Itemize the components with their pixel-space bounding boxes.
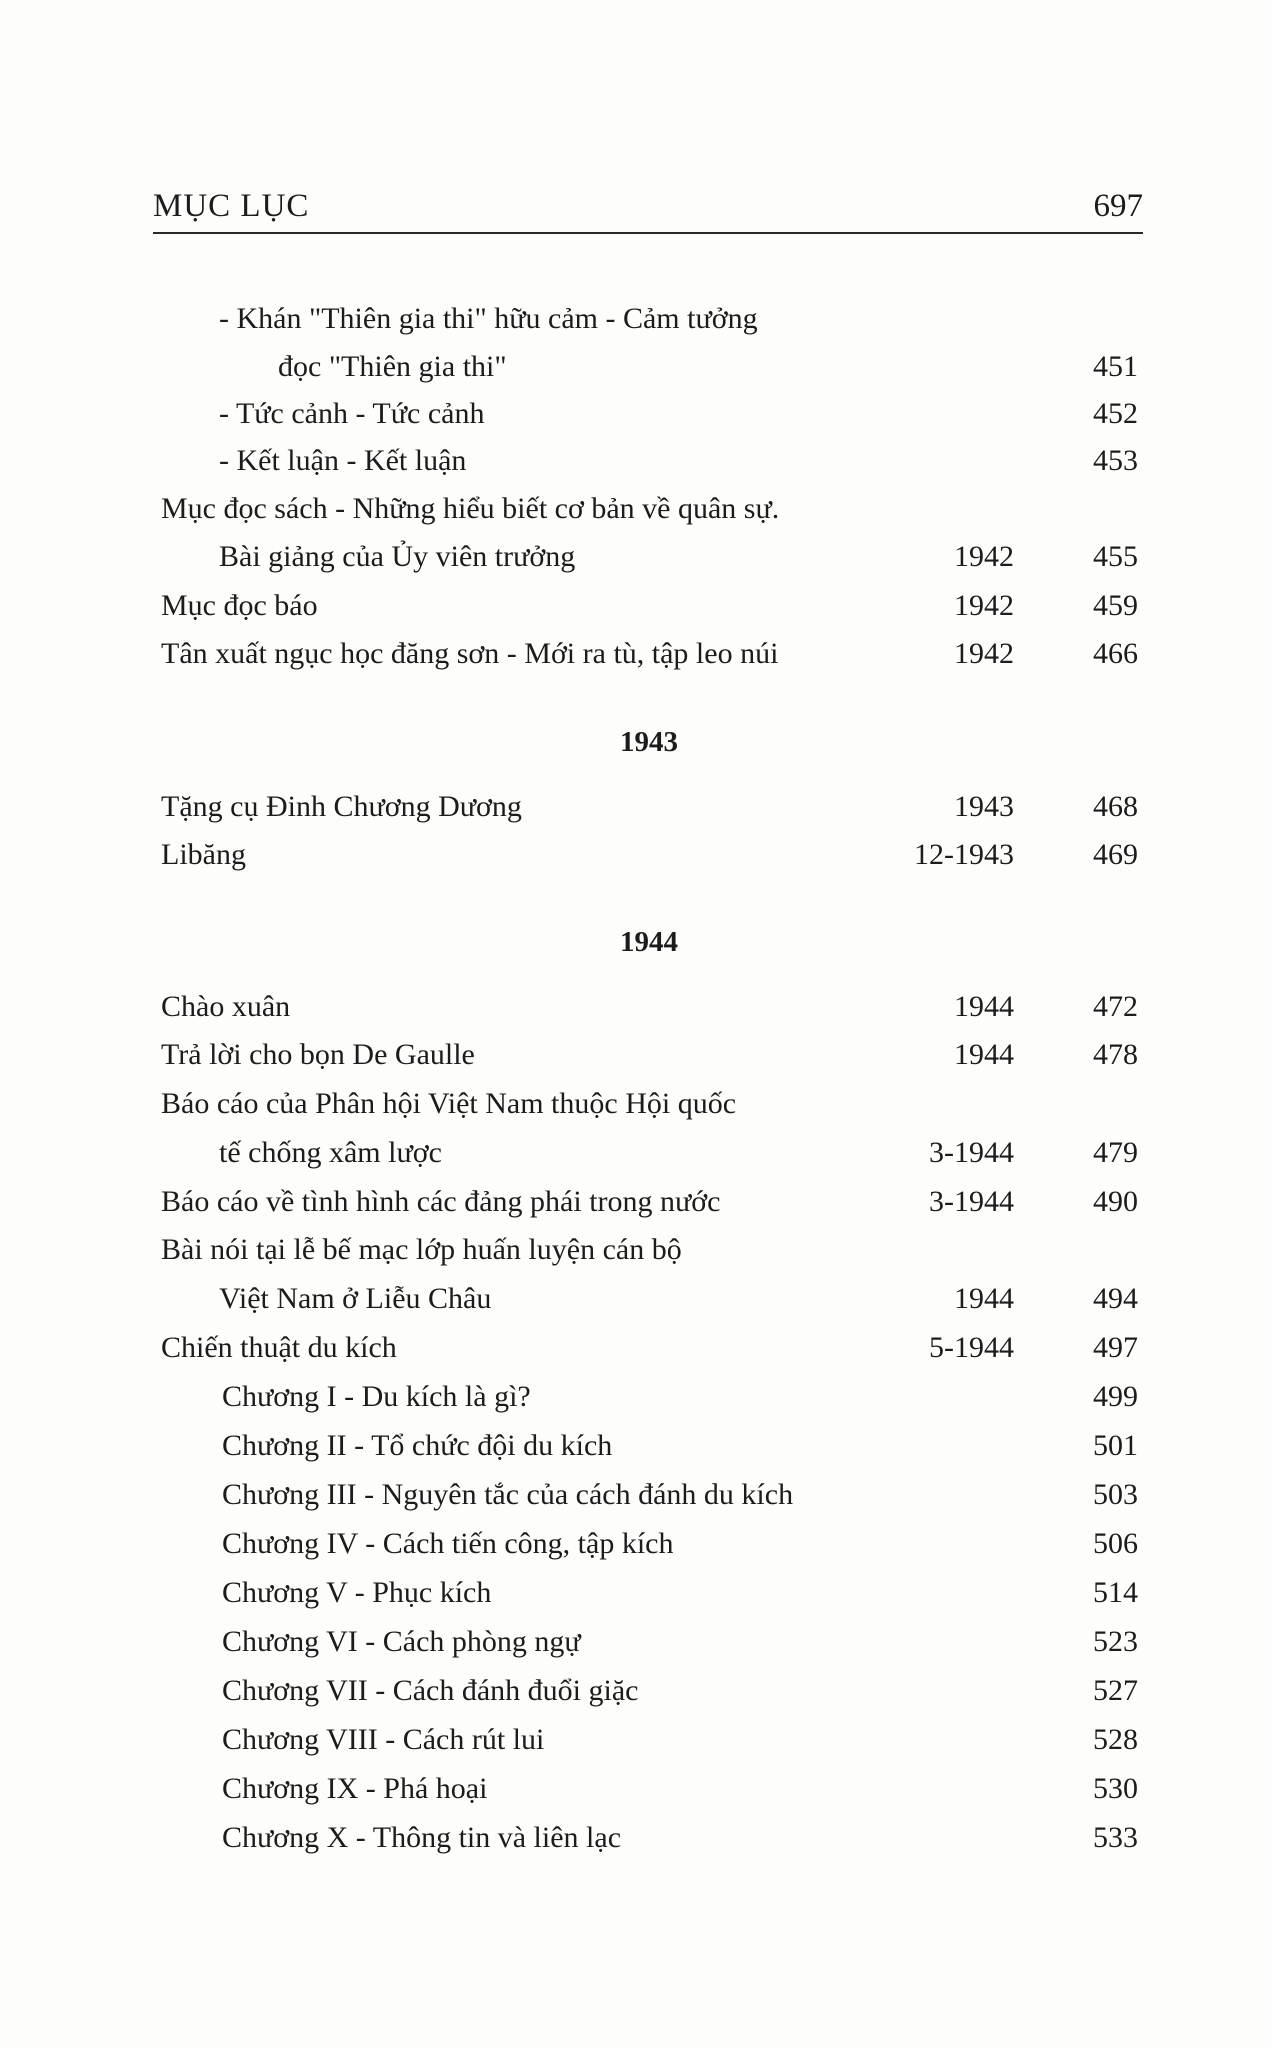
- entry-page: 469: [1093, 838, 1138, 871]
- entry-title: Trả lời cho bọn De Gaulle: [161, 1038, 475, 1071]
- toc-entry: [0, 1671, 1272, 1711]
- entry-date: 1944: [954, 1282, 1014, 1315]
- entry-page: 533: [1093, 1821, 1138, 1854]
- toc-entry: [0, 489, 1272, 529]
- toc-entry: [0, 1475, 1272, 1515]
- entry-date: 1943: [954, 790, 1014, 823]
- entry-page: 503: [1093, 1478, 1138, 1511]
- entry-page: 490: [1093, 1185, 1138, 1218]
- entry-title: Chương I - Du kích là gì?: [222, 1380, 531, 1413]
- entry-title: - Khán "Thiên gia thi" hữu cảm - Cảm tưởng: [219, 302, 758, 335]
- entry-page: 523: [1093, 1625, 1138, 1658]
- entry-page: 453: [1093, 444, 1138, 477]
- toc-entry: [0, 1279, 1272, 1319]
- year-heading-1943: 1943: [620, 726, 678, 758]
- toc-entry: [0, 441, 1272, 481]
- entry-title: Chương II - Tổ chức đội du kích: [222, 1429, 613, 1462]
- toc-entry: [0, 1133, 1272, 1173]
- entry-title: Bài nói tại lễ bế mạc lớp huấn luyện cán bộ: [161, 1233, 682, 1266]
- entry-title: - Kết luận - Kết luận: [219, 444, 467, 477]
- entry-title: Bài giảng của Ủy viên trưởng: [219, 540, 576, 573]
- toc-entry: [0, 1769, 1272, 1809]
- toc-entry: [0, 1818, 1272, 1858]
- entry-title: tế chống xâm lược: [219, 1136, 442, 1169]
- toc-entry: [0, 634, 1272, 674]
- toc-entry: [0, 1084, 1272, 1124]
- year-heading-1944: 1944: [620, 926, 678, 958]
- page-number: 697: [1093, 188, 1143, 224]
- entry-page: 494: [1093, 1282, 1138, 1315]
- toc-entry: [0, 586, 1272, 626]
- entry-title: Chương III - Nguyên tắc của cách đánh du kích: [222, 1478, 794, 1511]
- entry-page: 530: [1093, 1772, 1138, 1805]
- entry-title: Mục đọc sách - Những hiểu biết cơ bản về quân sự.: [161, 492, 780, 525]
- entry-title: Chương VII - Cách đánh đuổi giặc: [222, 1674, 639, 1707]
- entry-page: 499: [1093, 1380, 1138, 1413]
- entry-date: 5-1944: [929, 1331, 1014, 1364]
- entry-title: Chiến thuật du kích: [161, 1331, 397, 1364]
- entry-title: Chương IX - Phá hoại: [222, 1772, 488, 1805]
- entry-page: 472: [1093, 990, 1138, 1023]
- entry-date: 12-1943: [914, 838, 1014, 871]
- entry-title: Mục đọc báo: [161, 589, 318, 622]
- entry-date: 1942: [954, 637, 1014, 670]
- entry-page: 514: [1093, 1576, 1138, 1609]
- entry-title: Báo cáo về tình hình các đảng phái trong nước: [161, 1185, 721, 1218]
- entry-page: 466: [1093, 637, 1138, 670]
- toc-entry: [0, 1524, 1272, 1564]
- toc-entry: [0, 1035, 1272, 1075]
- entry-title: Việt Nam ở Liễu Châu: [219, 1282, 492, 1315]
- toc-entry: [0, 1230, 1272, 1270]
- entry-title: Chương X - Thông tin và liên lạc: [222, 1821, 622, 1854]
- toc-entry: [0, 299, 1272, 339]
- entry-page: 527: [1093, 1674, 1138, 1707]
- entry-title: Libăng: [161, 838, 246, 871]
- entry-title: Báo cáo của Phân hội Việt Nam thuộc Hội quốc: [161, 1087, 737, 1120]
- entry-title: đọc "Thiên gia thi": [278, 350, 507, 383]
- toc-entry: [0, 1720, 1272, 1760]
- toc-entry: [0, 1328, 1272, 1368]
- entry-page: 479: [1093, 1136, 1138, 1169]
- toc-entry: [0, 347, 1272, 387]
- entry-title: Chương IV - Cách tiến công, tập kích: [222, 1527, 674, 1560]
- entry-date: 3-1944: [929, 1136, 1014, 1169]
- toc-entry: [0, 835, 1272, 875]
- entry-date: 1944: [954, 1038, 1014, 1071]
- entry-page: 451: [1093, 350, 1138, 383]
- entry-title: Chào xuân: [161, 990, 291, 1023]
- toc-entry: [0, 1573, 1272, 1613]
- page-title: MỤC LỤC: [153, 188, 310, 224]
- entry-title: Chương VI - Cách phòng ngự: [222, 1625, 581, 1658]
- entry-page: 501: [1093, 1429, 1138, 1462]
- entry-page: 506: [1093, 1527, 1138, 1560]
- entry-page: 455: [1093, 540, 1138, 573]
- entry-page: 478: [1093, 1038, 1138, 1071]
- toc-entry: [0, 987, 1272, 1027]
- entry-title: Chương VIII - Cách rút lui: [222, 1723, 545, 1756]
- toc-entry: [0, 394, 1272, 434]
- entry-page: 528: [1093, 1723, 1138, 1756]
- entry-page: 468: [1093, 790, 1138, 823]
- entry-date: 1942: [954, 589, 1014, 622]
- entry-date: 3-1944: [929, 1185, 1014, 1218]
- toc-entry: [0, 1426, 1272, 1466]
- entry-page: 497: [1093, 1331, 1138, 1364]
- entry-title: Chương V - Phục kích: [222, 1576, 492, 1609]
- entry-page: 459: [1093, 589, 1138, 622]
- toc-entry: [0, 1377, 1272, 1417]
- entry-title: Tân xuất ngục học đăng sơn - Mới ra tù, tập leo núi: [161, 637, 779, 670]
- entry-date: 1944: [954, 990, 1014, 1023]
- toc-entry: [0, 787, 1272, 827]
- entry-title: - Tức cảnh - Tức cảnh: [219, 397, 485, 430]
- entry-date: 1942: [954, 540, 1014, 573]
- entry-title: Tặng cụ Đinh Chương Dương: [161, 790, 522, 823]
- toc-entry: [0, 1622, 1272, 1662]
- toc-entry: [0, 537, 1272, 577]
- entry-page: 452: [1093, 397, 1138, 430]
- toc-entry: [0, 1182, 1272, 1222]
